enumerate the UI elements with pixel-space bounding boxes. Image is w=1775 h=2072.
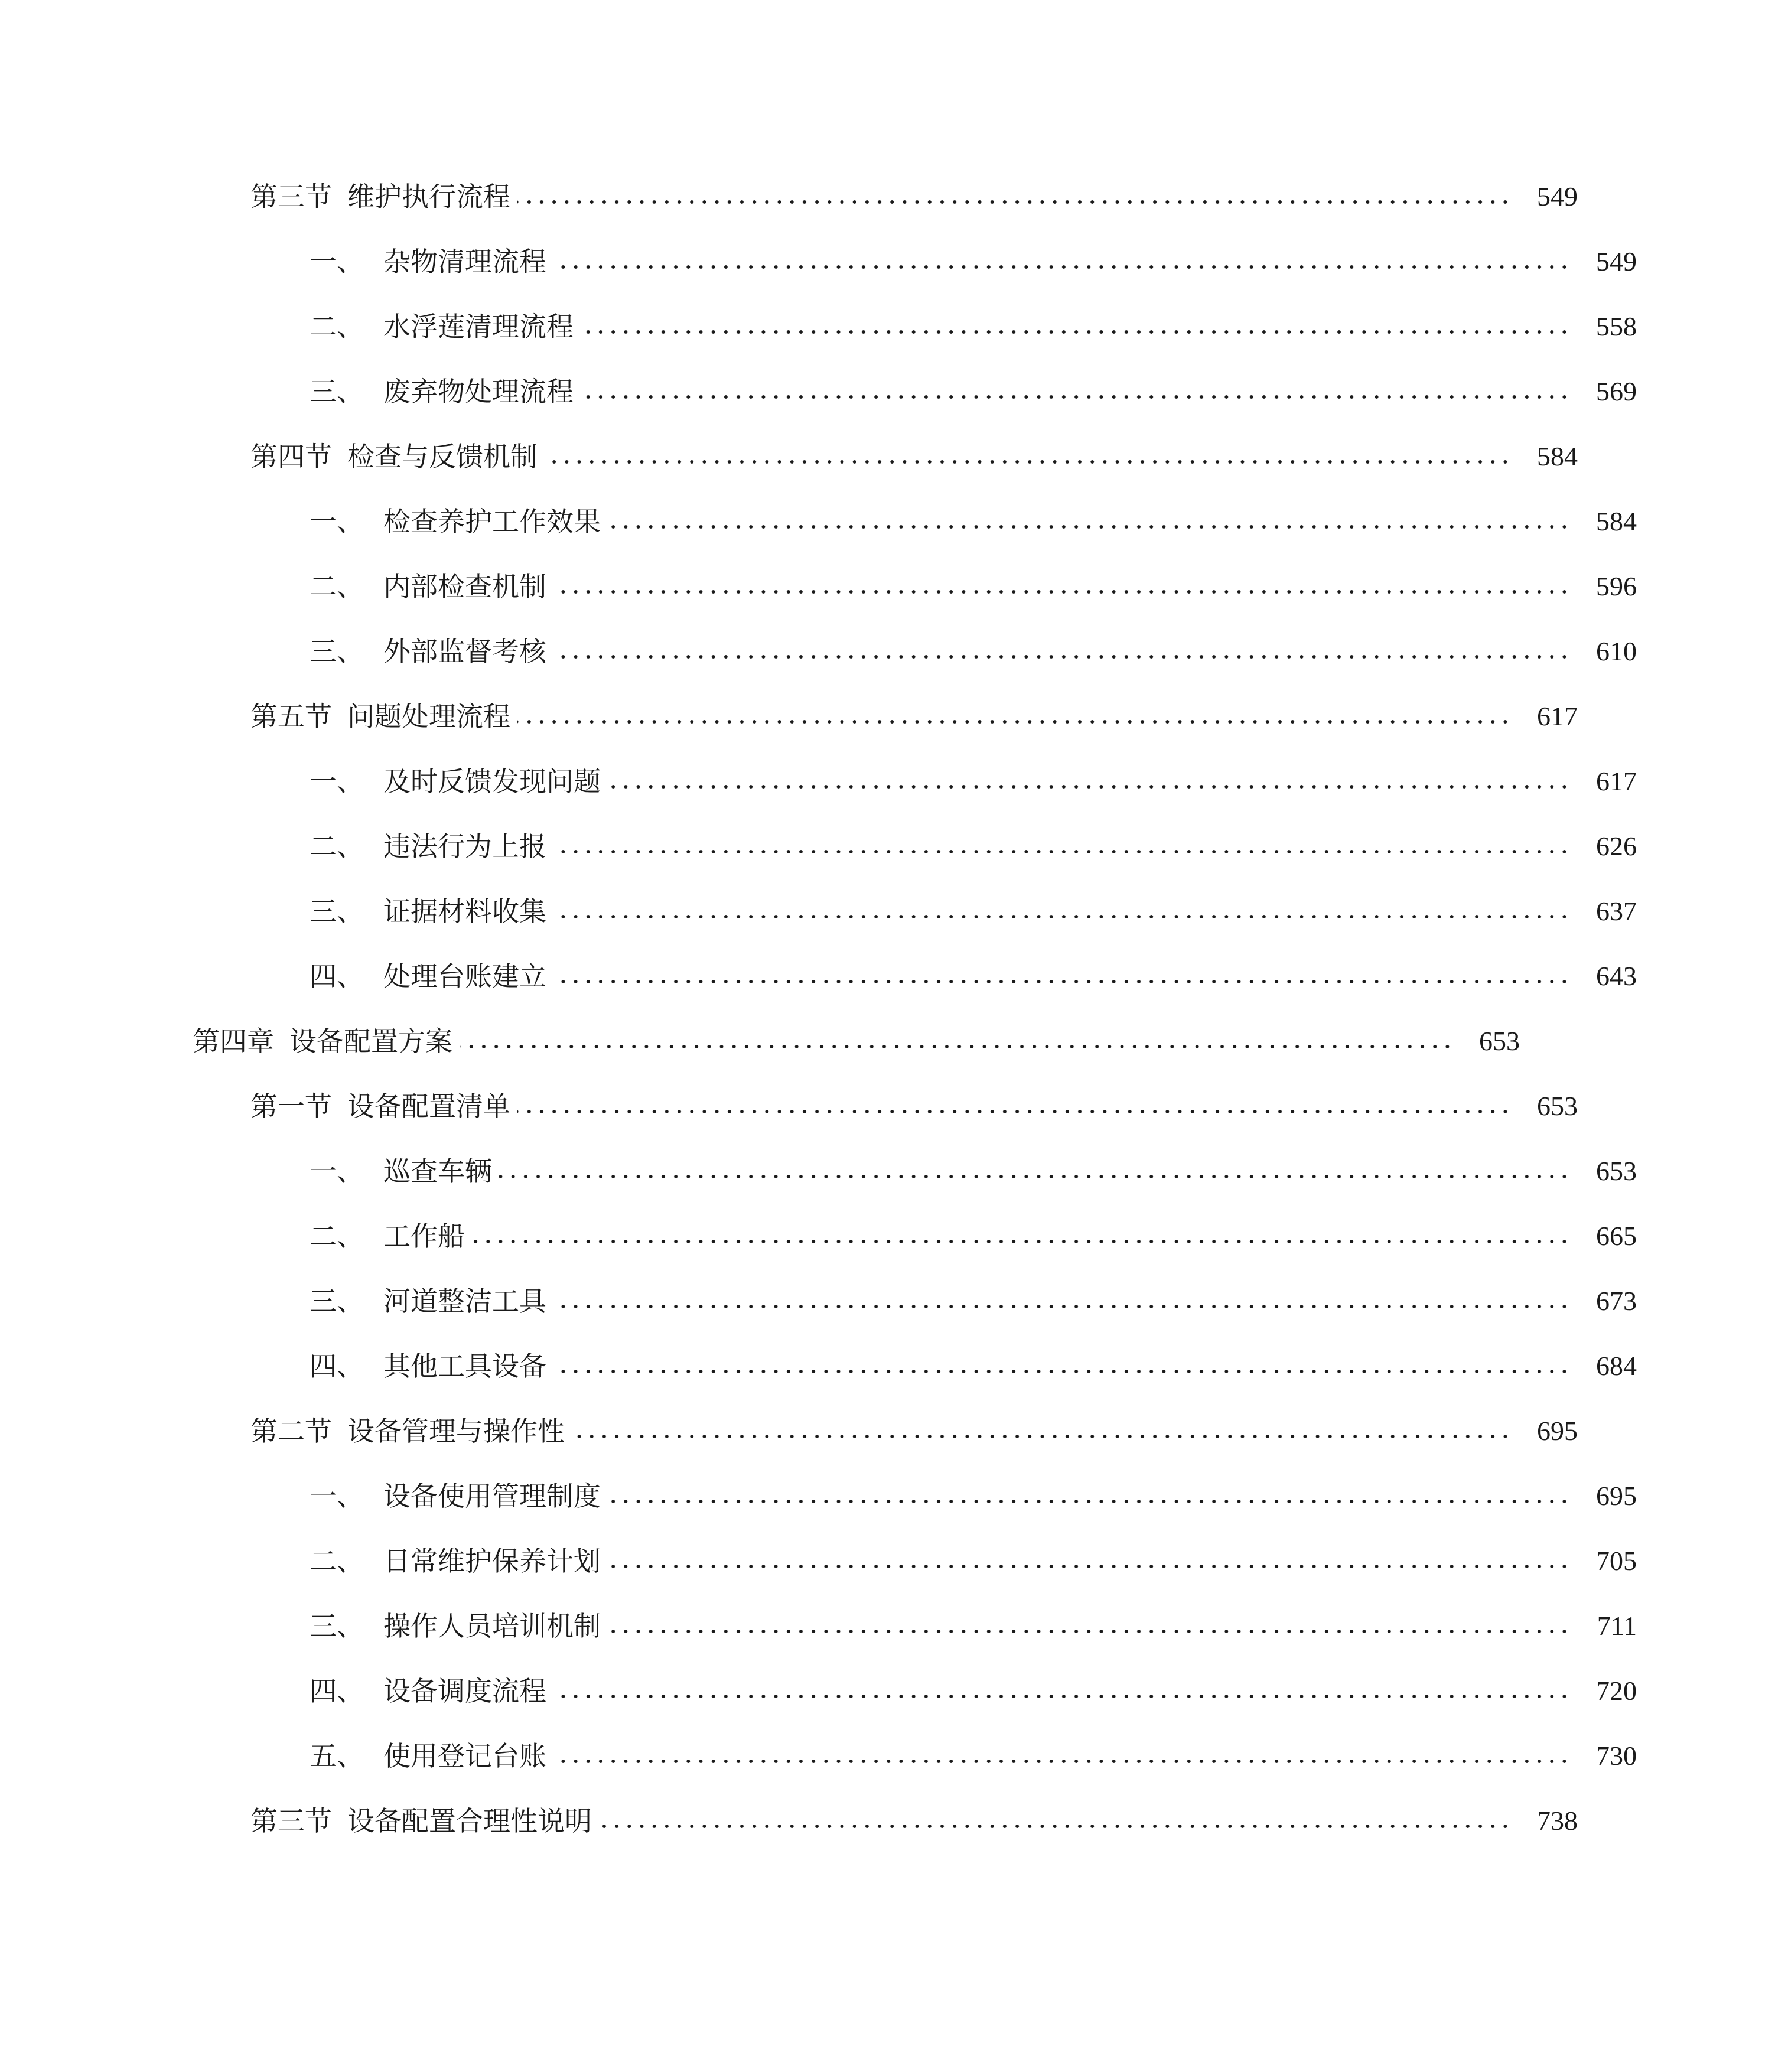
toc-entry-title: 其他工具设备 — [383, 1350, 546, 1382]
dot-leader — [553, 1758, 1571, 1764]
toc-entry[interactable] — [0, 826, 1775, 867]
dot-leader — [553, 979, 1571, 985]
toc-entry-title: 河道整洁工具 — [383, 1285, 546, 1317]
toc-entry[interactable] — [0, 1346, 1775, 1387]
toc-entry[interactable] — [0, 1475, 1775, 1517]
toc-entry-title: 外部监督考核 — [383, 636, 546, 667]
toc-entry[interactable] — [0, 176, 1716, 217]
toc-entry[interactable] — [0, 761, 1775, 802]
dot-leader — [553, 1304, 1571, 1309]
toc-entry-title: 及时反馈发现问题 — [383, 765, 601, 797]
toc-entry[interactable] — [0, 241, 1775, 282]
dot-leader — [581, 329, 1571, 335]
toc-entry-page: 569 — [1596, 376, 1637, 406]
toc-entry[interactable] — [0, 436, 1716, 477]
toc-entry-title: 证据材料收集 — [383, 895, 546, 927]
toc-entry[interactable] — [0, 1281, 1775, 1322]
toc-entry-title: 设备配置合理性说明 — [347, 1805, 592, 1837]
dot-leader — [517, 719, 1512, 725]
toc-entry-page: 643 — [1596, 961, 1637, 991]
toc-entry-title: 使用登记台账 — [383, 1740, 546, 1772]
toc-entry-number: 第三节 — [250, 1805, 332, 1837]
toc-entry[interactable] — [0, 1151, 1775, 1192]
toc-entry-page: 617 — [1596, 766, 1637, 796]
toc-entry-title: 日常维护保养计划 — [383, 1545, 601, 1577]
dot-leader — [572, 1434, 1512, 1439]
dot-leader — [517, 199, 1512, 205]
dot-leader — [517, 1109, 1512, 1115]
toc-entry-number: 第三节 — [250, 181, 332, 213]
toc-entry-title: 操作人员培训机制 — [383, 1610, 601, 1642]
toc-entry-number: 第五节 — [250, 701, 332, 732]
toc-entry-page: 584 — [1537, 441, 1578, 471]
toc-entry-title: 维护执行流程 — [347, 181, 510, 213]
toc-entry-title: 检查养护工作效果 — [383, 506, 601, 537]
dot-leader — [499, 1174, 1571, 1180]
toc-entry-title: 设备配置方案 — [289, 1025, 452, 1057]
toc-entry-number: 一、 — [310, 506, 364, 537]
dot-leader — [599, 1823, 1512, 1829]
toc-entry-number: 二、 — [310, 830, 364, 862]
toc-entry[interactable] — [0, 1800, 1716, 1842]
toc-entry-page: 653 — [1596, 1156, 1637, 1186]
dot-leader — [553, 589, 1571, 595]
dot-leader — [608, 1498, 1571, 1504]
toc-entry-number: 一、 — [310, 1155, 364, 1187]
toc-entry-number: 第二节 — [250, 1415, 332, 1447]
toc-entry-number: 第一节 — [250, 1090, 332, 1122]
dot-leader — [608, 784, 1571, 790]
toc-entry[interactable] — [0, 371, 1775, 412]
toc-entry-title: 废弃物处理流程 — [383, 376, 574, 408]
toc-entry[interactable] — [0, 956, 1775, 997]
toc-entry-number: 三、 — [310, 636, 364, 667]
toc-entry-number: 四、 — [310, 960, 364, 992]
toc-entry[interactable] — [0, 501, 1775, 542]
toc-entry[interactable] — [0, 1605, 1775, 1647]
dot-leader — [545, 459, 1512, 465]
toc-entry-page: 738 — [1537, 1806, 1578, 1836]
toc-entry-page: 626 — [1596, 831, 1637, 861]
toc-entry[interactable] — [0, 1735, 1775, 1777]
toc-entry-title: 工作船 — [383, 1220, 465, 1252]
toc-entry-page: 695 — [1596, 1481, 1637, 1511]
toc-entry-page: 610 — [1596, 636, 1637, 666]
toc-entry-page: 549 — [1596, 246, 1637, 276]
toc-entry-number: 一、 — [310, 246, 364, 278]
dot-leader — [553, 1369, 1571, 1374]
toc-entry-number: 三、 — [310, 376, 364, 408]
toc-entry-number: 二、 — [310, 571, 364, 602]
toc-entry-page: 617 — [1537, 701, 1578, 731]
toc-entry[interactable] — [0, 891, 1775, 932]
toc-entry-title: 设备配置清单 — [347, 1090, 510, 1122]
toc-entry-title: 内部检查机制 — [383, 571, 546, 602]
toc-entry-page: 549 — [1537, 181, 1578, 211]
toc-entry-page: 730 — [1596, 1741, 1637, 1771]
toc-entry-page: 637 — [1596, 896, 1637, 926]
toc-entry-page: 665 — [1596, 1221, 1637, 1251]
toc-entry-number: 二、 — [310, 311, 364, 343]
toc-entry-title: 违法行为上报 — [383, 830, 546, 862]
toc-entry-title: 检查与反馈机制 — [347, 441, 538, 473]
toc-entry-page: 720 — [1596, 1676, 1637, 1706]
toc-entry[interactable] — [0, 1670, 1775, 1712]
dot-leader — [608, 524, 1571, 530]
toc-entry-page: 584 — [1596, 506, 1637, 536]
toc-entry-page: 673 — [1596, 1286, 1637, 1316]
toc-entry[interactable] — [0, 566, 1775, 607]
toc-entry-number: 三、 — [310, 1285, 364, 1317]
toc-entry[interactable] — [0, 696, 1716, 737]
dot-leader — [553, 264, 1571, 270]
toc-entry-number: 三、 — [310, 1610, 364, 1642]
toc-entry-title: 巡查车辆 — [383, 1155, 492, 1187]
toc-entry[interactable] — [0, 1540, 1775, 1582]
toc-entry-page: 684 — [1596, 1351, 1637, 1381]
toc-entry-title: 处理台账建立 — [383, 960, 546, 992]
toc-entry-number: 一、 — [310, 1480, 364, 1512]
dot-leader — [608, 1563, 1571, 1569]
toc-entry-title: 设备使用管理制度 — [383, 1480, 601, 1512]
toc-entry-title: 设备管理与操作性 — [347, 1415, 565, 1447]
dot-leader — [553, 1693, 1571, 1699]
toc-entry-page: 558 — [1596, 311, 1637, 341]
toc-entry-page: 653 — [1479, 1026, 1520, 1056]
toc-entry[interactable] — [0, 1410, 1716, 1452]
toc-entry-number: 第四节 — [250, 441, 332, 473]
toc-entry[interactable] — [0, 1086, 1716, 1127]
toc-entry-number: 第四章 — [193, 1025, 274, 1057]
dot-leader — [472, 1239, 1571, 1244]
toc-entry[interactable] — [0, 306, 1775, 347]
toc-entry-page: 695 — [1537, 1416, 1578, 1446]
toc-entry-number: 五、 — [310, 1740, 364, 1772]
toc-entry-title: 设备调度流程 — [383, 1675, 546, 1707]
toc-entry[interactable] — [0, 1021, 1658, 1062]
toc-entry-page: 596 — [1596, 571, 1637, 601]
toc-entry-page: 653 — [1537, 1091, 1578, 1121]
toc-entry[interactable] — [0, 631, 1775, 672]
toc-entry-number: 一、 — [310, 765, 364, 797]
toc-entry-number: 二、 — [310, 1545, 364, 1577]
dot-leader — [553, 914, 1571, 920]
dot-leader — [460, 1044, 1454, 1050]
toc-entry[interactable] — [0, 1216, 1775, 1257]
toc-entry-number: 四、 — [310, 1350, 364, 1382]
dot-leader — [608, 1628, 1571, 1634]
toc-entry-page: 711 — [1597, 1611, 1637, 1641]
toc-entry-number: 二、 — [310, 1220, 364, 1252]
toc-entry-number: 三、 — [310, 895, 364, 927]
toc-entry-page: 705 — [1596, 1546, 1637, 1576]
toc-entry-title: 杂物清理流程 — [383, 246, 546, 278]
dot-leader — [581, 394, 1571, 400]
toc-entry-title: 水浮莲清理流程 — [383, 311, 574, 343]
toc-entry-title: 问题处理流程 — [347, 701, 510, 732]
toc-entry-number: 四、 — [310, 1675, 364, 1707]
dot-leader — [553, 849, 1571, 855]
dot-leader — [553, 654, 1571, 660]
